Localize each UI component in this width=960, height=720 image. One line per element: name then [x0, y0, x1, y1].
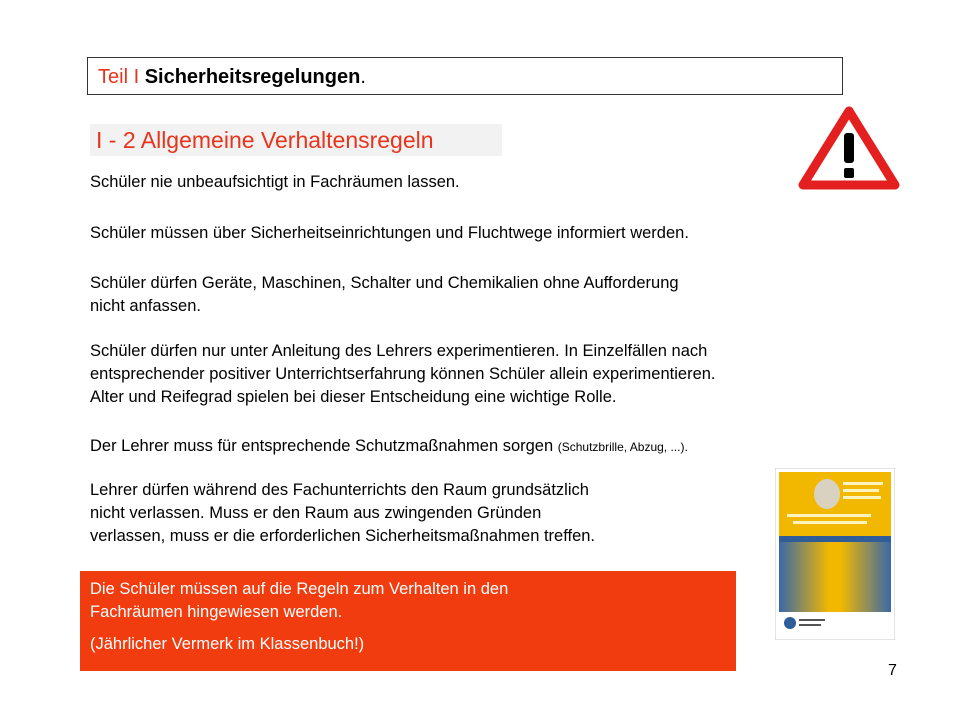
highlight-text: [90, 578, 726, 624]
rule-3-line-2: nicht anfassen.: [90, 297, 201, 315]
highlight-line-2: Fachräumen hingewiesen werden.: [90, 603, 343, 621]
safety-poster-image: [775, 468, 895, 640]
rule-1: Schüler nie unbeaufsichtigt in Fachräumen lassen.: [90, 173, 460, 191]
page-title: Sicherheitsregelungen: [144, 66, 361, 88]
highlight-note: (Jährlicher Vermerk im Klassenbuch!): [90, 635, 365, 653]
rule-4: [90, 340, 716, 409]
highlight-box: [80, 571, 736, 671]
warning-triangle-icon: [798, 105, 900, 191]
page-number: 7: [888, 662, 897, 679]
rule-6-line-1: Lehrer dürfen während des Fachunterrichts den Raum grundsätzlich: [90, 481, 589, 499]
title-period: .: [360, 66, 366, 88]
highlight-line-1: Die Schüler müssen auf die Regeln zum Verhalten in den: [90, 580, 509, 598]
rule-5-note: (Schutzbrille, Abzug, ...).: [557, 440, 688, 454]
rule-3: [90, 272, 679, 318]
rule-4-line-2: entsprechender positiver Unterrichtserfahrung können Schüler allein experimentieren.: [90, 365, 716, 383]
rule-3-line-1: Schüler dürfen Geräte, Maschinen, Schalter und Chemikalien ohne Aufforderung: [90, 274, 679, 292]
section-title: I - 2 Allgemeine Verhaltensregeln: [90, 124, 502, 156]
rule-6: [90, 479, 595, 548]
rule-6-line-2: nicht verlassen. Muss er den Raum aus zwingenden Gründen: [90, 504, 542, 522]
rule-6-line-3: verlassen, muss er die erforderlichen Sicherheitsmaßnahmen treffen.: [90, 527, 596, 545]
rule-2: Schüler müssen über Sicherheitseinrichtungen und Fluchtwege informiert werden.: [90, 224, 689, 242]
part-label: Teil I: [98, 66, 140, 88]
header-box: [87, 57, 843, 95]
rule-5: [90, 435, 688, 459]
rule-4-line-1: Schüler dürfen nur unter Anleitung des Lehrers experimentieren. In Einzelfällen nach: [90, 342, 708, 360]
rule-5-main: Der Lehrer muss für entsprechende Schutzmaßnahmen sorgen: [90, 437, 558, 455]
rule-4-line-3: Alter und Reifegrad spielen bei dieser Entscheidung eine wichtige Rolle.: [90, 388, 617, 406]
